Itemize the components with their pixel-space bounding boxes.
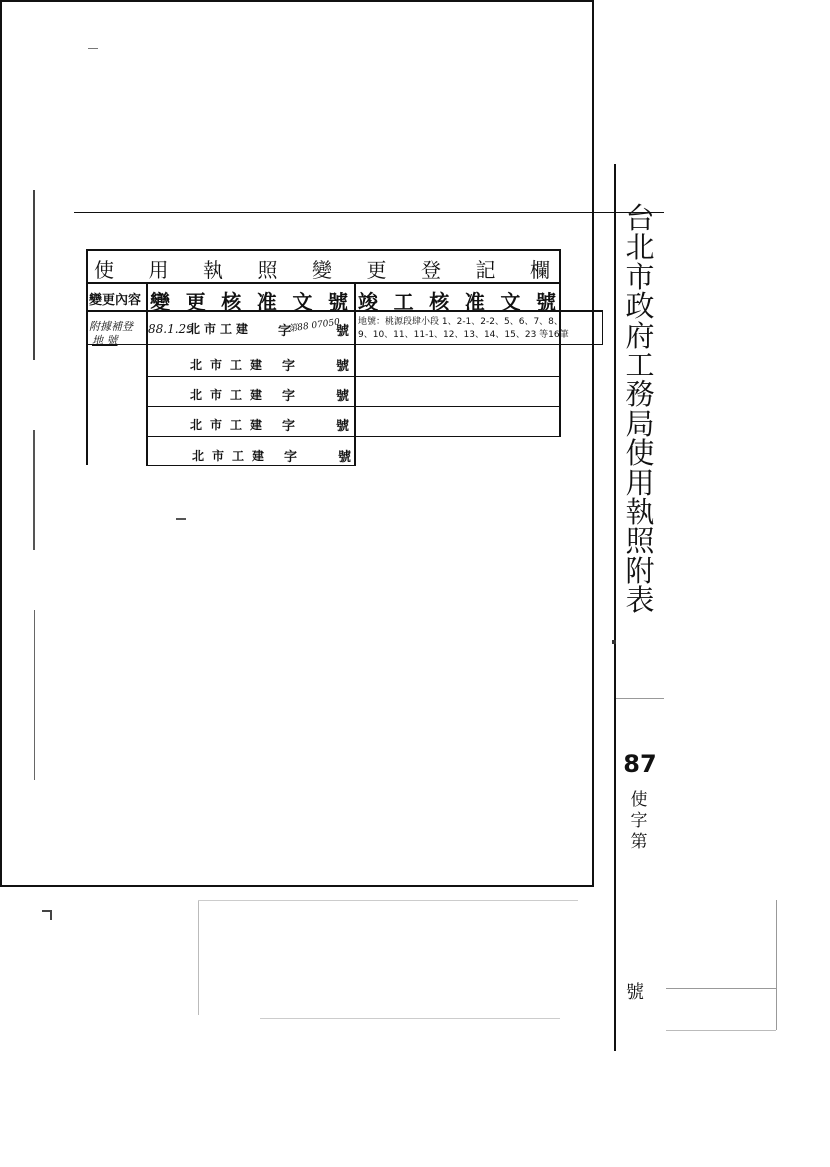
change-content-handwritten-2: 地 號 [92,334,118,347]
approval-hao: 號 [336,324,350,339]
permit-suffix: 號 [626,982,644,1003]
permit-prefix: 使 字 第 [630,790,648,852]
approval-prefix: 北市工建 [188,322,253,336]
approval-date-handwritten: 88.1.29 [148,322,194,336]
approval-zi: 字 [278,324,292,339]
col-header-completion-approval: 竣 工 核 准 文 號 [358,290,556,314]
top-band-line [74,212,614,213]
change-content-handwritten: 附據補登 [89,320,133,333]
approval-number-handwritten: 第88 07050 [287,317,341,335]
completion-land-numbers-line1: 地號：桃源段肆小段 1、2-1、2-2、5、6、7、8、 [358,317,563,327]
col-header-change-approval: 變 更 核 准 文 號 [150,290,348,314]
form-title: 台 北 市 政 府 工 務 局 使 用 執 照 附 表 [625,201,655,618]
col-header-change-content: 變更內容 [89,293,142,308]
completion-land-numbers-line2: 9、10、11、11-1、12、13、14、15、23 等16筆 [358,330,569,340]
title-column-bottom-line [616,698,664,699]
permit-number: 87 [623,750,657,778]
table-title: 使 用 執 照 變 更 登 記 欄 [94,258,550,282]
title-column-divider [614,164,616,1051]
